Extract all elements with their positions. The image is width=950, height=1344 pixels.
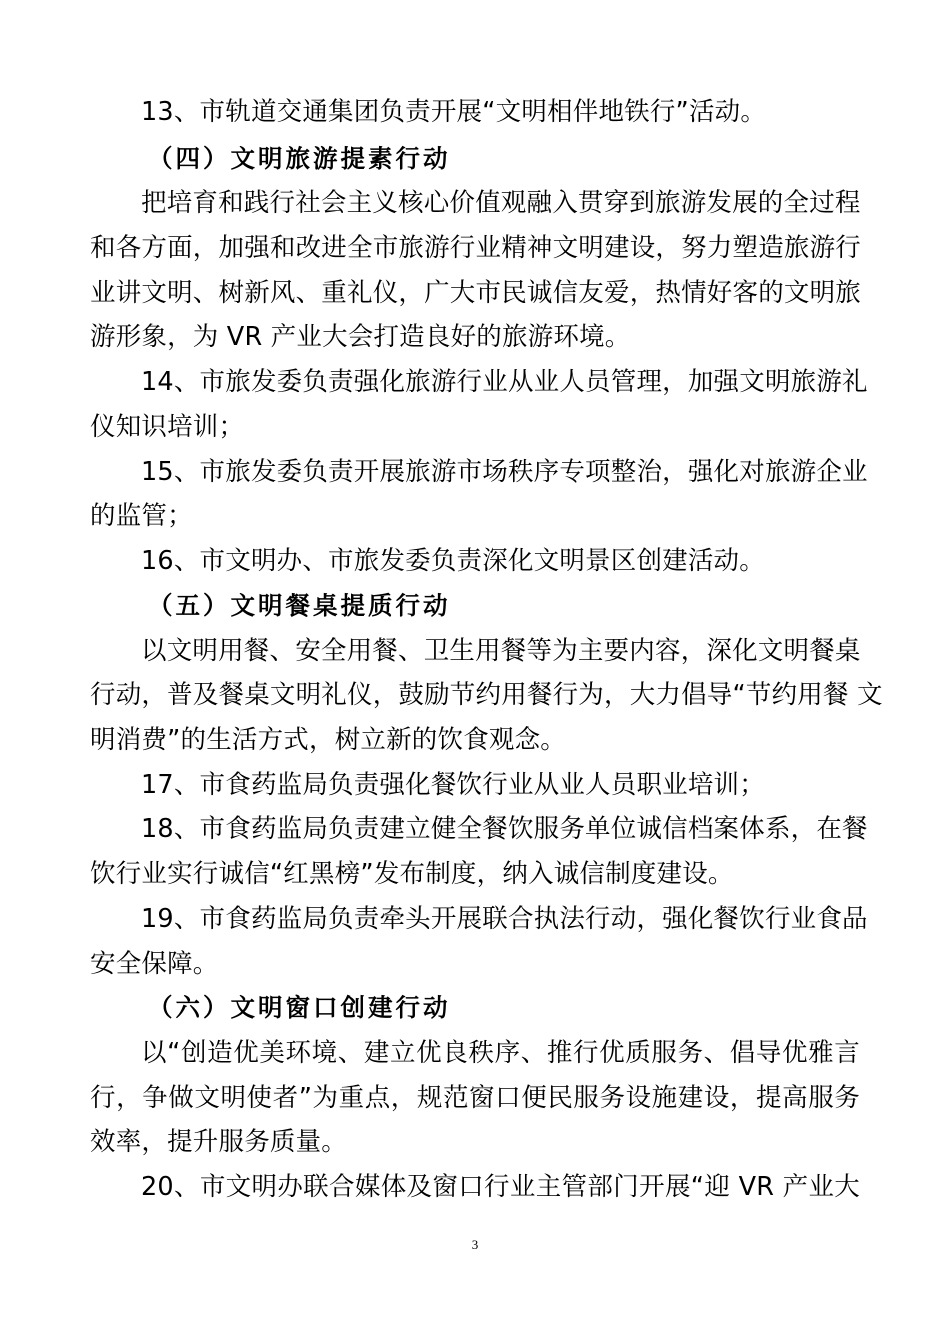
item-14-line-2: 仪知识培训； bbox=[90, 412, 245, 442]
item-15-line-1: 15、市旅发委负责开展旅游市场秩序专项整治，强化对旅游企业 bbox=[141, 457, 868, 487]
item-18-line-1: 18、市食药监局负责建立健全餐饮服务单位诚信档案体系，在餐 bbox=[141, 814, 868, 844]
item-20-line-1: 20、市文明办联合媒体及窗口行业主管部门开展“迎 VR 产业大 bbox=[141, 1172, 860, 1202]
item-14-line-1: 14、市旅发委负责强化旅游行业从业人员管理，加强文明旅游礼 bbox=[141, 367, 868, 397]
section-heading-5: （五）文明餐桌提质行动 bbox=[148, 591, 451, 620]
paragraph-window-line-3: 效率，提升服务质量。 bbox=[90, 1127, 348, 1157]
paragraph-dining-line-1: 以文明用餐、安全用餐、卫生用餐等为主要内容，深化文明餐桌 bbox=[141, 636, 861, 666]
item-16-line: 16、市文明办、市旅发委负责深化文明景区创建活动。 bbox=[141, 546, 765, 576]
item-19-line-2: 安全保障。 bbox=[90, 949, 219, 979]
paragraph-window-line-2: 行，争做文明使者”为重点，规范窗口便民服务设施建设，提高服务 bbox=[90, 1083, 860, 1113]
paragraph-tourism-line-4: 游形象，为 VR 产业大会打造良好的旅游环境。 bbox=[90, 322, 631, 352]
page-number: 3 bbox=[471, 1237, 479, 1252]
paragraph-tourism-line-3: 业讲文明、树新风、重礼仪，广大市民诚信友爱，热情好客的文明旅 bbox=[90, 278, 862, 308]
item-19-line-1: 19、市食药监局负责牵头开展联合执法行动，强化餐饮行业食品 bbox=[141, 904, 868, 934]
paragraph-tourism-line-1: 把培育和践行社会主义核心价值观融入贯穿到旅游发展的全过程 bbox=[141, 188, 861, 218]
item-13-line: 13、市轨道交通集团负责开展“文明相伴地铁行”活动。 bbox=[141, 97, 767, 127]
paragraph-dining-line-2: 行动，普及餐桌文明礼仪，鼓励节约用餐行为，大力倡导“节约用餐 文 bbox=[90, 680, 883, 710]
item-17-line: 17、市食药监局负责强化餐饮行业从业人员职业培训； bbox=[141, 770, 765, 800]
paragraph-window-line-1: 以“创造优美环境、建立优良秩序、推行优质服务、倡导优雅言 bbox=[141, 1038, 860, 1068]
section-heading-4: （四）文明旅游提素行动 bbox=[148, 144, 451, 173]
item-18-line-2: 饮行业实行诚信“红黑榜”发布制度，纳入诚信制度建设。 bbox=[90, 859, 734, 889]
item-15-line-2: 的监管； bbox=[90, 501, 193, 531]
paragraph-tourism-line-2: 和各方面，加强和改进全市旅游行业精神文明建设，努力塑造旅游行 bbox=[90, 233, 862, 263]
paragraph-dining-line-3: 明消费”的生活方式，树立新的饮食观念。 bbox=[90, 725, 567, 755]
section-heading-6: （六）文明窗口创建行动 bbox=[148, 993, 451, 1022]
